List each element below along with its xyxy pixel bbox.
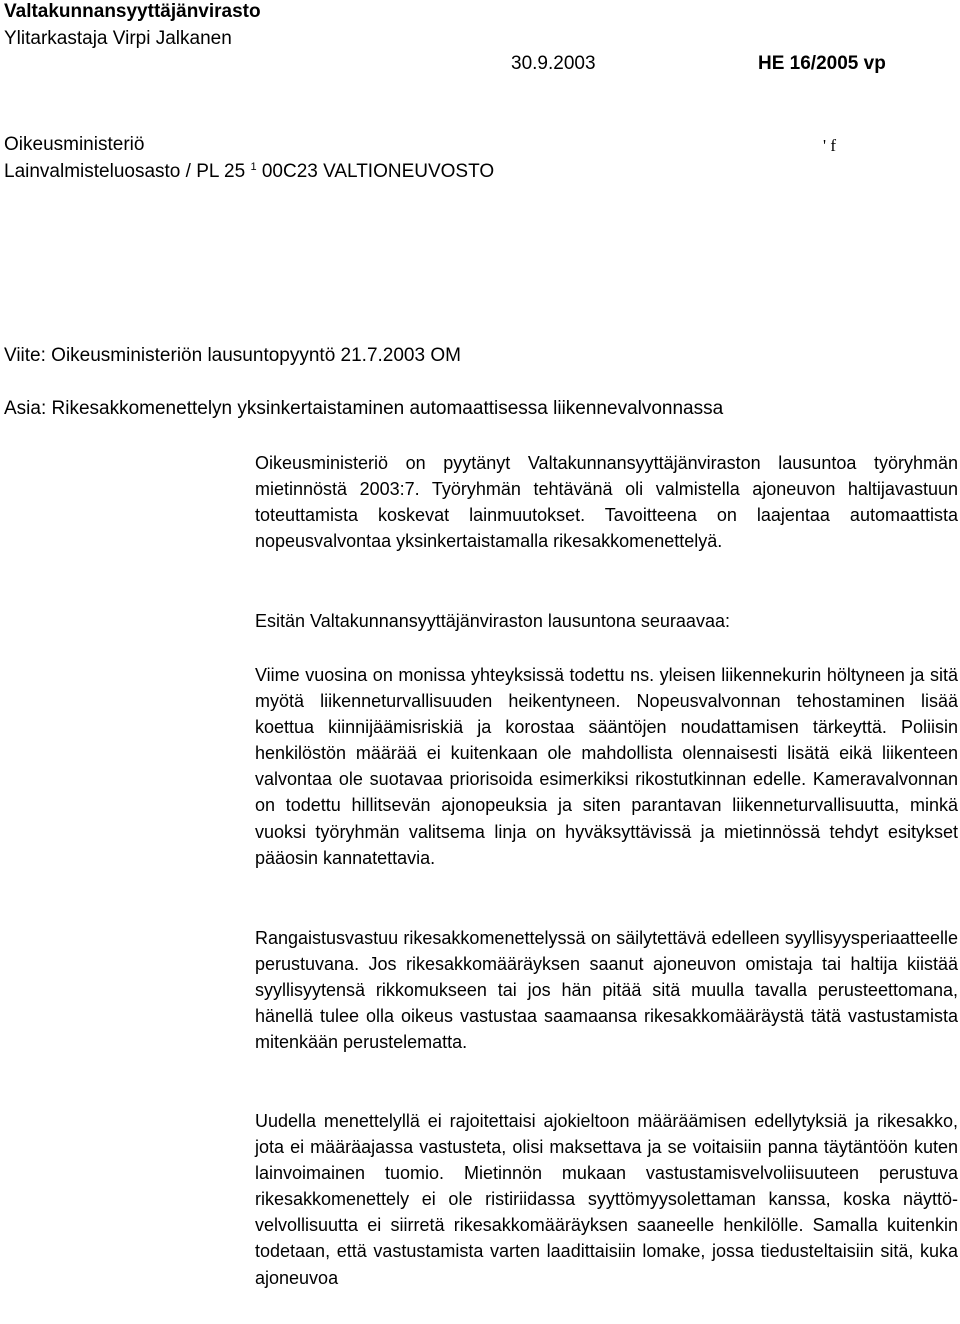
document-date: 30.9.2003 bbox=[511, 53, 596, 74]
recipient-dept-superscript: 1 bbox=[250, 161, 257, 173]
recipient-dept-a: Lainvalmisteluosasto / PL 25 bbox=[4, 161, 246, 182]
document-reference-number: HE 16/2005 vp bbox=[758, 53, 886, 74]
paragraph-text: Uudella menettelyllä ei rajoitettaisi ajokieltoon määräämisen edellytyksiä ja rikesakko, jota ei määräajassa vastusteta, olisi maksettava ja se voitaisiin panna täytäntöön kuten lainvoimainen tuomio. Mietinnön mukaan vastustamisvelvoliisuuteen perustuva rikesakkomenettely ei ole ristiriidassa syyttömyysolettaman kanssa, koska näyttö- velvollisuutta ei siirretä rikesakkomääräyksen saaneelle henkilölle. Samalla kuitenkin todetaan, että vastustamista varten laadittaisiin lomake, jossa tiedusteltaisiin sitä, kuka ajoneuvoa bbox=[255, 1111, 958, 1288]
paragraph-traffic-discipline bbox=[255, 662, 958, 871]
paragraph-statement-intro bbox=[255, 608, 958, 634]
reference-line: Viite: Oikeusministeriön lausuntopyyntö 21.7.2003 OM bbox=[4, 345, 461, 366]
paragraph-text: Viime vuosina on monissa yhteyksissä todettu ns. yleisen liikennekurin höltyneen ja sitä myötä liikenneturvallisuuden heikentyneen. Nopeusvalvonnan tehostaminen lisää koettua kiinnijäämisriskiä ja korostaa sääntöjen noudattamisen tärkeyttä. Poliisin henkilöstön määrää ei kuitenkaan ole mahdollista olennaisesti lisätä eikä liikenteen valvontaa ole suotavaa priorisoida esimerkiksi rikostutkinnan edelle. Kameravalvonnan on todettu hillitsevän ajonopeuksia ja siten parantavan liikenneturvallisuutta, minkä vuoksi työryhmän valitsema linja on hyväksyttävissä ja mietinnössä tehdyt esitykset pääosin kannatettavia. bbox=[255, 665, 958, 868]
sender-organization: Valtakunnansyyttäjänvirasto bbox=[4, 1, 261, 22]
subject-line: Asia: Rikesakkomenettelyn yksinkertaistaminen automaattisessa liikennevalvonnassa bbox=[4, 398, 724, 419]
margin-mark: ' f bbox=[823, 136, 836, 155]
recipient-organization: Oikeusministeriö bbox=[4, 134, 145, 155]
paragraph-text: Rangaistusvastuu rikesakkomenettelyssä on säilytettävä edelleen syyllisyysperiaatteelle perustuvana. Jos rikesakkomääräyksen saanut ajoneuvon omistaja tai haltija kiistää syyllisyytensä rikkomukseen tai jos hän pitää sitä muulla tavalla perusteettomana, hänellä tulee olla oikeus vastustaa saamaansa rikesakkomääräystä tätä vastustamista mitenkään perustelematta. bbox=[255, 928, 958, 1053]
paragraph-text: Oikeusministeriö on pyytänyt Valtakunnansyyttäjänviraston lausuntoa työryhmän mietinnöstä 2003:7. Työryhmän tehtävänä oli valmistella ajoneuvon haltijavastuun toteuttamista koskevat lainmuutokset. Tavoitteena on laajentaa automaattista nopeusvalvontaa yksinkertaistamalla rikesakkomenettelyä. bbox=[255, 453, 958, 552]
recipient-address bbox=[4, 160, 494, 184]
paragraph-request bbox=[255, 450, 958, 554]
paragraph-new-procedure bbox=[255, 1108, 958, 1291]
sender-person: Ylitarkastaja Virpi Jalkanen bbox=[4, 28, 232, 49]
paragraph-text: Esitän Valtakunnansyyttäjänviraston lausuntona seuraavaa: bbox=[255, 611, 730, 631]
recipient-dept-b: 00C23 VALTIONEUVOSTO bbox=[261, 161, 495, 182]
paragraph-criminal-liability bbox=[255, 925, 958, 1055]
